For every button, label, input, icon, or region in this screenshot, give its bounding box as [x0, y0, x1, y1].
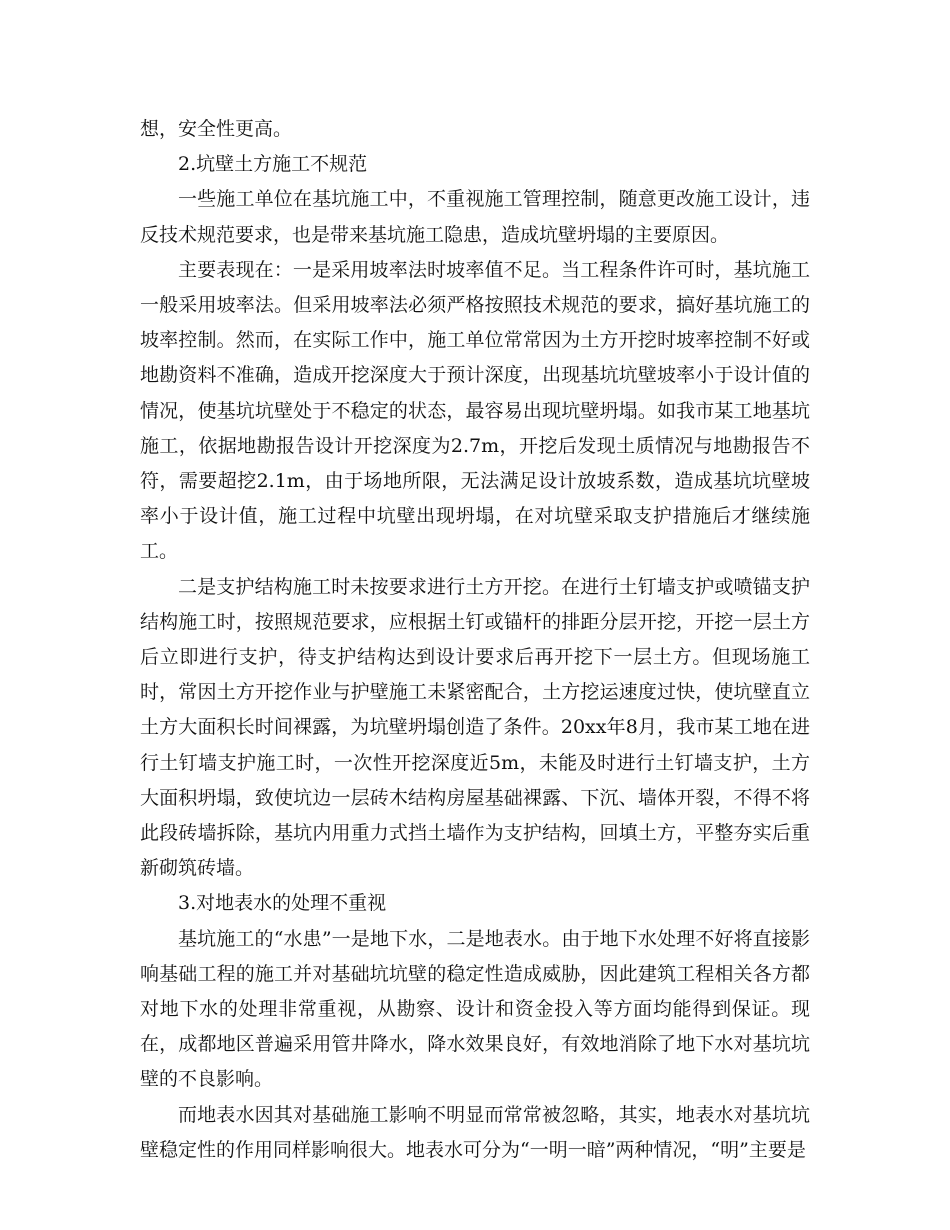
paragraph-groundwater: 基坑施工的“水患”一是地下水，二是地表水。由于地下水处理不好将直接影响基础工程的施工并对基础坑坑壁的稳定性造成威胁，因此建筑工程相关各方都对地下水的处理非常重视，从勘察、设计和资金投入等方面均能得到保证。现在，成都地区普遍采用管井降水，降水效果良好，有效地消除了地下水对基坑坑壁的不良影响。	[140, 927, 810, 1091]
paragraph-continuation: 想，安全性更高。	[140, 118, 293, 140]
paragraph-surface-water: 而地表水因其对基础施工影响不明显而常常被忽略，其实，地表水对基坑坑壁稳定性的作用同样影响很大。地表水可分为“一明一暗”两种情况，“明”主要是	[140, 1103, 810, 1161]
paragraph-construction-units: 一些施工单位在基坑施工中，不重视施工管理控制，随意更改施工设计，违反技术规范要求，也是带来基坑施工隐患，造成坑壁坍塌的主要原因。	[140, 188, 810, 246]
section-heading-3: 3.对地表水的处理不重视	[178, 892, 387, 915]
section-heading-2: 2.坑壁土方施工不规范	[178, 153, 368, 176]
paragraph-support-structure: 二是支护结构施工时未按要求进行土方开挖。在进行土钉墙支护或喷锚支护结构施工时，按照规范要求，应根据土钉或锚杆的排距分层开挖，开挖一层土方后立即进行支护，待支护结构达到设计要求后再开挖下一层土方。但现场施工时，常因土方开挖作业与护壁施工未紧密配合，土方挖运速度过快，使坑壁直立土方大面积长时间裸露，为坑壁坍塌创造了条件。20xx年8月，我市某工地在进行土钉墙支护施工时，一次性开挖深度近5m，未能及时进行土钉墙支护，土方大面积坍塌，致使坑边一层砖木结构房屋基础裸露、下沉、墙体开裂，不得不将此段砖墙拆除，基坑内用重力式挡土墙作为支护结构，回填土方，平整夯实后重新砌筑砖墙。	[140, 575, 810, 880]
paragraph-slope-method: 主要表现在：一是采用坡率法时坡率值不足。当工程条件许可时，基坑施工一般采用坡率法。但采用坡率法必须严格按照技术规范的要求，搞好基坑施工的坡率控制。然而，在实际工作中，施工单位常常因为土方开挖时坡率控制不好或地勘资料不准确，造成开挖深度大于预计深度，出现基坑坑壁坡率小于设计值的情况，使基坑坑壁处于不稳定的状态，最容易出现坑壁坍塌。如我市某工地基坑施工，依据地勘报告设计开挖深度为2.7m，开挖后发现土质情况与地勘报告不符，需要超挖2.1m，由于场地所限，无法满足设计放坡系数，造成基坑坑壁坡率小于设计值，施工过程中坑壁出现坍塌，在对坑壁采取支护措施后才继续施工。	[140, 258, 810, 563]
